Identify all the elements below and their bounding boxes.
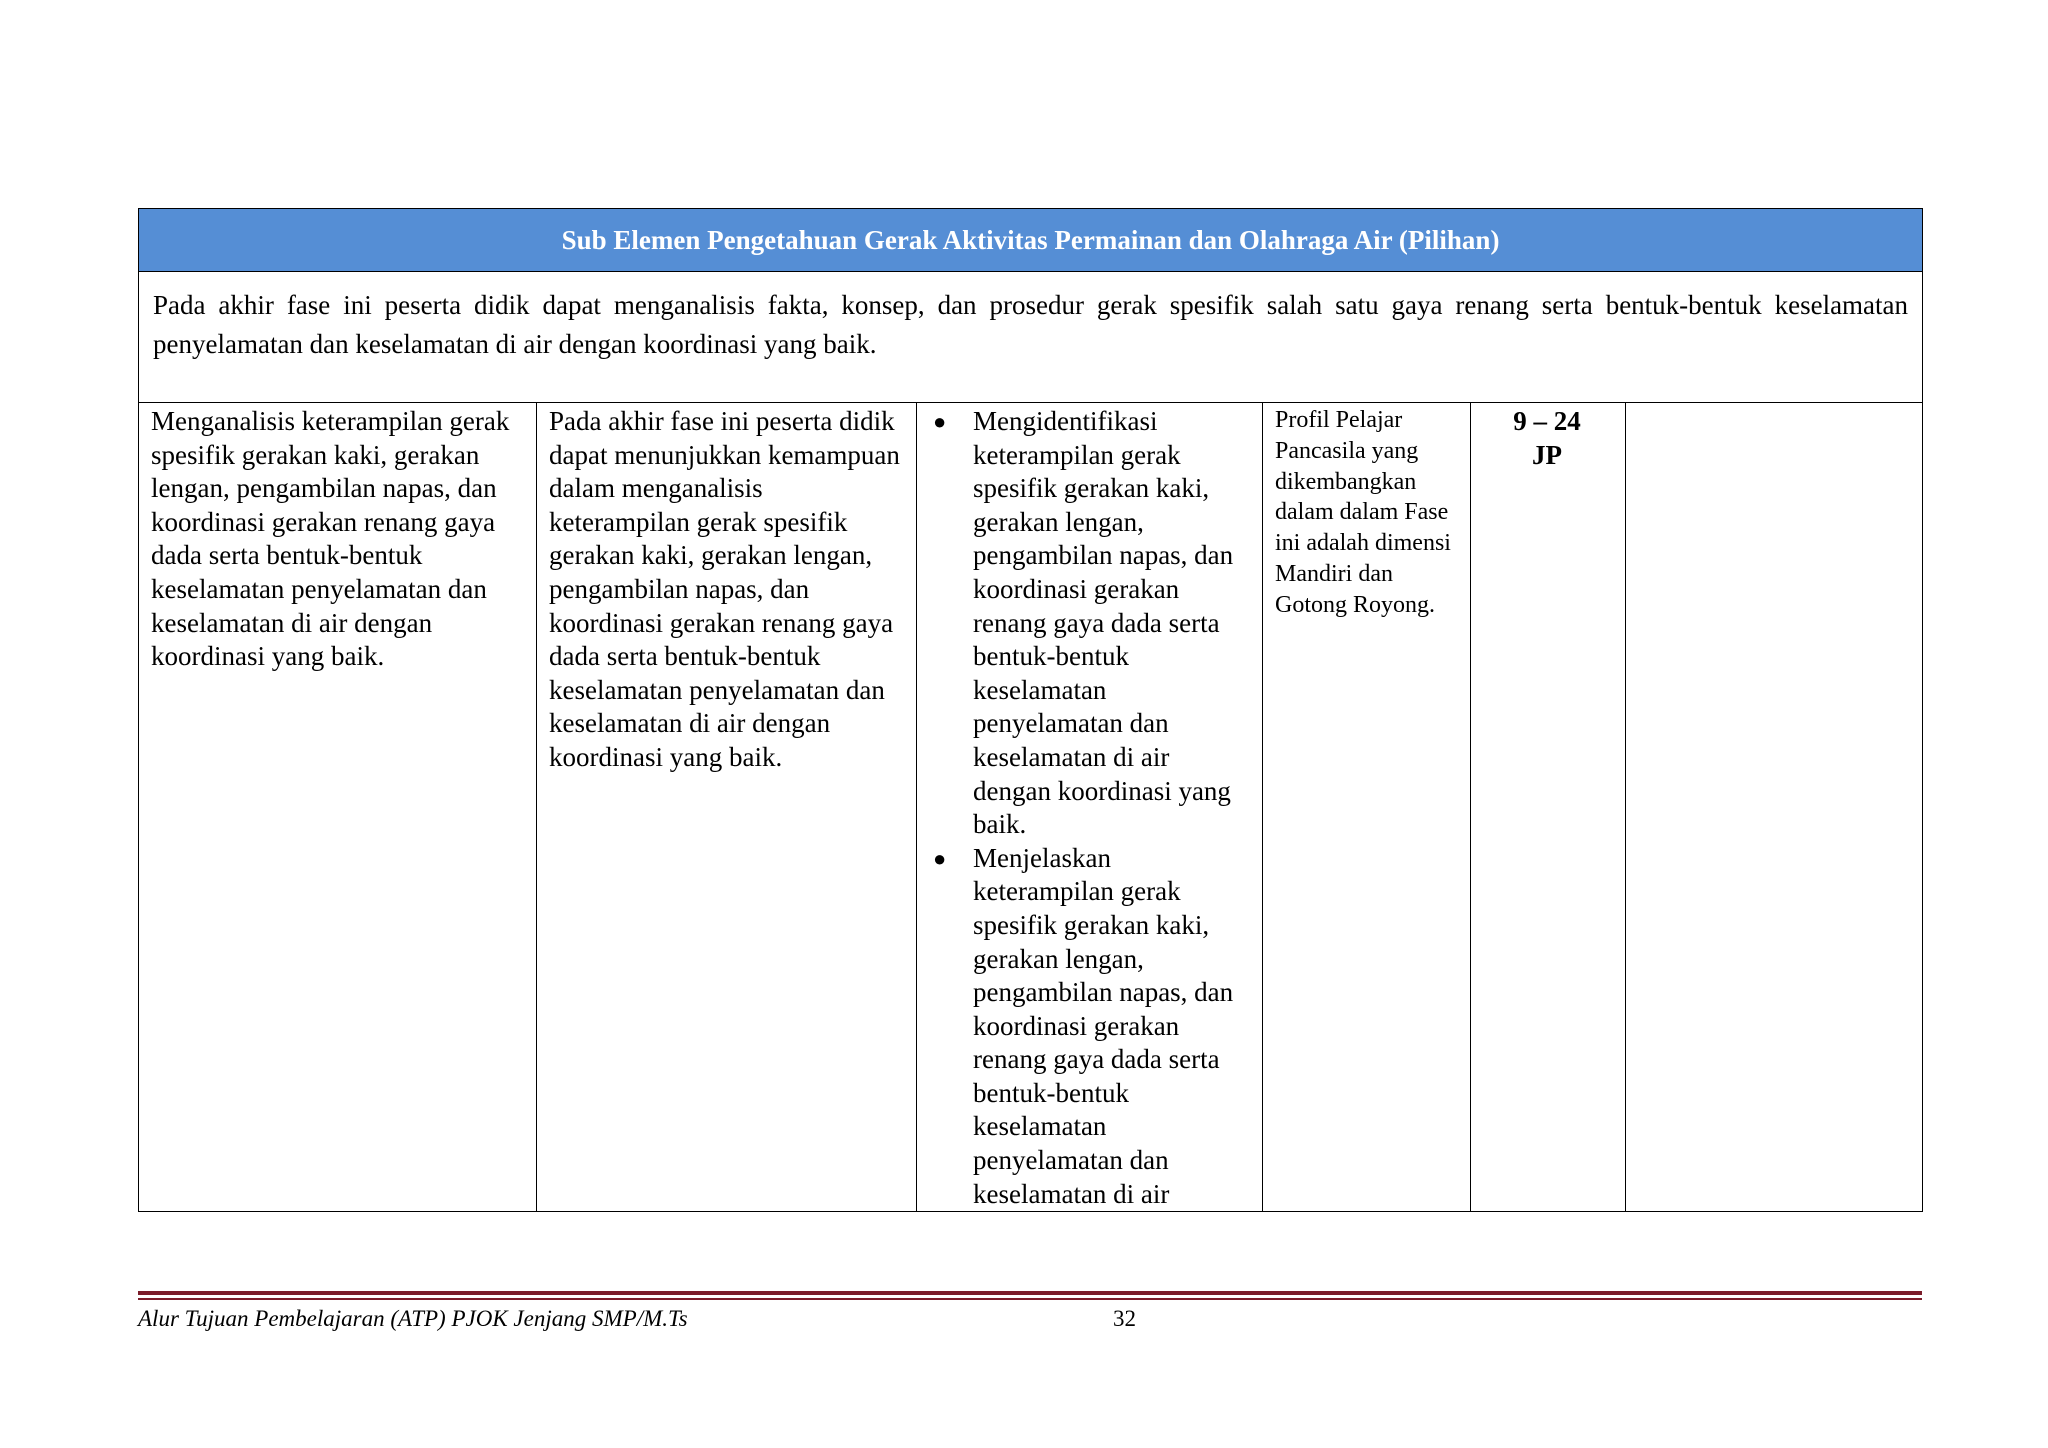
indicator-cell (917, 403, 1263, 1212)
sub-element-title: Sub Elemen Pengetahuan Gerak Aktivitas Permainan dan Olahraga Air (Pilihan) (561, 225, 1500, 255)
atp-table (138, 208, 1923, 1212)
bullet-icon: ● (933, 409, 947, 434)
empty-cell (1626, 403, 1923, 1212)
list-item (929, 405, 1248, 842)
indicator-text: Mengidentifikasi keterampilan gerak spesifik gerakan kaki, gerakan lengan, pengambilan napas, dan koordinasi gerakan renang gaya dada serta bentuk-bentuk keselamatan penyelamatan dan keselamatan di air dengan koordinasi yang baik. (973, 406, 1234, 840)
lesson-hours-range: 9 – 24 (1513, 406, 1581, 436)
indicator-list (929, 405, 1248, 1211)
indicator-text: Menjelaskan keterampilan gerak spesifik gerakan kaki, gerakan lengan, pengambilan napas, dan koordinasi gerakan renang gaya dada serta bentuk-bentuk keselamatan penyelamatan dan keselamatan di air (973, 842, 1234, 1209)
footer-title: Alur Tujuan Pembelajaran (ATP) PJOK Jenjang SMP/M.Ts (138, 1306, 688, 1331)
bullet-icon: ● (933, 845, 947, 871)
profile-text: Profil Pelajar Pancasila yang dikembangkan dalam dalam Fase ini adalah dimensi Mandiri dan Gotong Royong. (1275, 407, 1451, 618)
lesson-hours-unit: JP (1532, 439, 1562, 470)
table-intro-row (139, 272, 1923, 403)
intro-cell (139, 272, 1923, 403)
competency-text: Menganalisis keterampilan gerak spesifik gerakan kaki, gerakan lengan, pengambilan napas, dan koordinasi gerakan renang gaya dada serta bentuk-bentuk keselamatan penyelamatan dan keselamatan di air dengan koordinasi yang baik. (151, 406, 510, 672)
page-number: 32 (1113, 1306, 1136, 1331)
table-header-row (139, 209, 1923, 272)
profile-cell (1263, 403, 1471, 1212)
learning-goal-cell (537, 403, 917, 1212)
lesson-hours-cell (1471, 403, 1626, 1212)
competency-cell (139, 403, 537, 1212)
phase-description: Pada akhir fase ini peserta didik dapat menganalisis fakta, konsep, dan prosedur gerak spesifik salah satu gaya renang serta bentuk-bentuk keselamatan penyelamatan dan keselamatan di air dengan koordinasi yang baik. (153, 290, 1909, 359)
table-row (139, 403, 1923, 1212)
list-item (929, 842, 1248, 1212)
table-header-cell (139, 209, 1923, 272)
learning-goal-text: Pada akhir fase ini peserta didik dapat menunjukkan kemampuan dalam menganalisis keterampilan gerak spesifik gerakan kaki, gerakan lengan, pengambilan napas, dan koordinasi gerakan renang gaya dada serta bentuk-bentuk keselamatan penyelamatan dan keselamatan di air dengan koordinasi yang baik. (549, 406, 900, 772)
footer-rule-thin (138, 1298, 1922, 1300)
footer-rule (138, 1291, 1922, 1295)
